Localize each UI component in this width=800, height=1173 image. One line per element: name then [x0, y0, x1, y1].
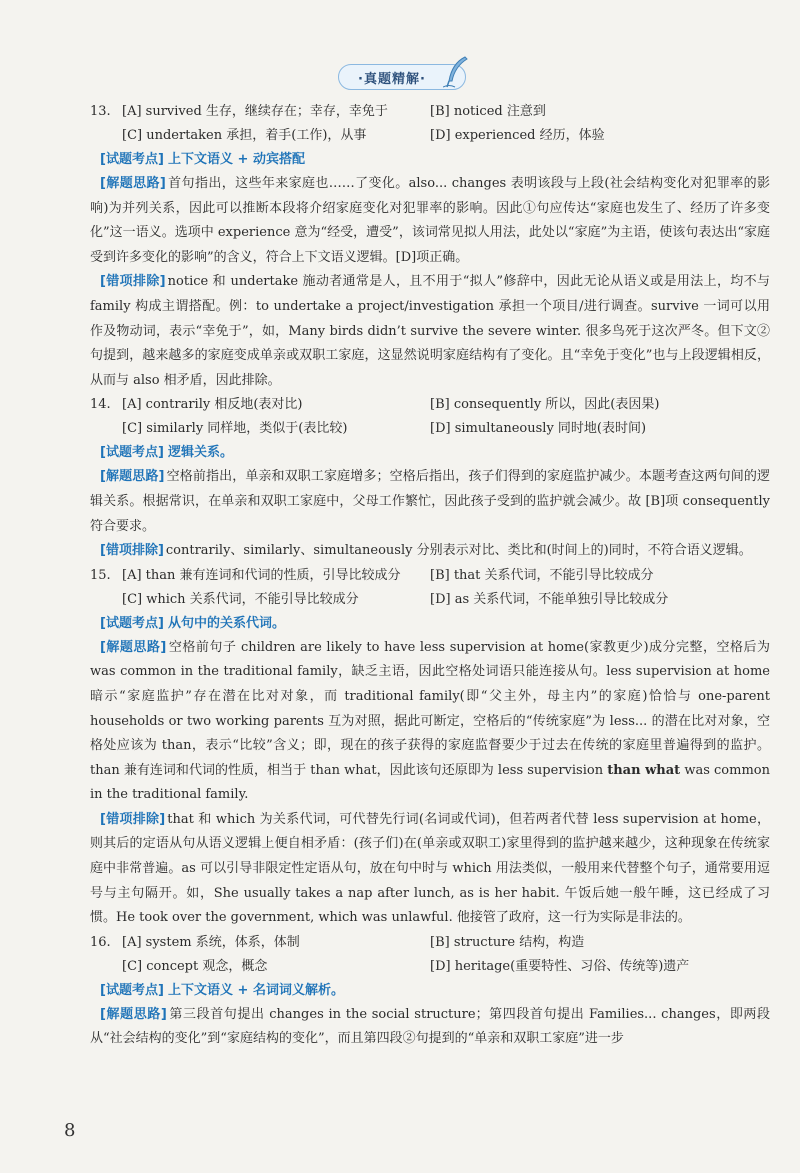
q14-options-row-1 — [90, 393, 770, 417]
q14-option-c: [C] similarly 同样地，类似于(表比较) — [122, 421, 348, 437]
q13-silu — [90, 172, 770, 270]
q15-number: 15. — [90, 567, 111, 583]
q14-silu-text: 空格前指出，单亲和双职工家庭增多；空格后指出，孩子们得到的家庭监护减少。本题考查这两句间的逻辑关系。根据常识，在单亲和双职工家庭中，父母工作繁忙，因此孩子受到的监护就会减少。故 [B]项 consequently 符合要求。 — [90, 469, 770, 534]
q16-number: 16. — [90, 934, 111, 950]
section-banner — [338, 64, 466, 90]
q16-silu-tag: [解题思路] — [100, 1006, 167, 1022]
quill-pen-icon — [443, 55, 469, 89]
q14-option-a: [A] contrarily 相反地(表对比) — [122, 397, 303, 413]
q13-option-c: [C] undertaken 承担，着手(工作)，从事 — [122, 128, 367, 143]
q13-paichu-tag: [错项排除] — [100, 274, 166, 290]
q14-silu — [90, 465, 770, 539]
q16-kaodian-text: 上下文语义 + 名词词义解析。 — [168, 982, 344, 998]
q14-kaodian — [90, 441, 770, 465]
q15-paichu — [90, 808, 770, 931]
q13-options-row-1 — [90, 100, 770, 124]
q16-option-c: [C] concept 观念，概念 — [122, 958, 268, 974]
q15-kaodian — [90, 612, 770, 636]
q15-silu-tag: [解题思路] — [100, 639, 167, 655]
page-number: 8 — [64, 1120, 76, 1141]
q15-option-c: [C] which 关系代词，不能引导比较成分 — [122, 591, 359, 607]
q13-option-b: [B] noticed 注意到 — [430, 104, 546, 119]
q15-options-row-1 — [90, 564, 770, 588]
q14-option-b: [B] consequently 所以，因此(表因果) — [430, 397, 660, 413]
answer-content — [90, 100, 770, 1052]
q14-paichu-text: contrarily、similarly、simultaneously 分别表示对比、类比和(时间上的)同时，不符合语义逻辑。 — [165, 543, 752, 559]
q15-silu-bold: than what — [607, 762, 681, 778]
q15-option-d: [D] as 关系代词，不能单独引导比较成分 — [430, 591, 669, 607]
q15-silu — [90, 636, 770, 808]
q13-silu-tag: [解题思路] — [100, 176, 166, 191]
q16-option-b: [B] structure 结构，构造 — [430, 934, 585, 950]
q15-silu-text-1: 空格前句子 children are likely to have less supervision at home(家教更少)成分完整，空格后为 was common in the traditional family，缺乏主语，因此空格处词语只能连接从句。less supervision at home 暗示“家庭监护”存在潜在比对对象，而 traditional family(即“父主外，母主内”的家庭)恰恰与 one-parent households or two working parents 互为对照，据此可断定，空格后的“传统家庭”为 less... 的潜在比对对象，空格处应该为 than，表示“比较”含义；即，现在的孩子获得的家庭监督要少于过去在传统的家庭里普遍得到的监护。than 兼有连词和代词的性质，相当于 than what，因此该句还原即为 less supervision — [90, 639, 771, 778]
q16-kaodian — [90, 979, 770, 1003]
q14-number: 14. — [90, 397, 111, 413]
q14-kaodian-tag: [试题考点] — [100, 445, 164, 461]
q15-option-a: [A] than 兼有连词和代词的性质，引导比较成分 — [122, 567, 401, 583]
q13-options-row-2 — [90, 124, 770, 148]
q16-silu-text: 第三段首句提出 changes in the social structure；第四段首句提出 Families... changes，即两段从“社会结构的变化”到“家庭结构的变化”，而且第四段②句提到的“单亲和双职工家庭”进一步 — [90, 1006, 770, 1047]
q16-kaodian-tag: [试题考点] — [100, 982, 164, 998]
q13-option-a: [A] survived 生存，继续存在；幸存，幸免于 — [122, 104, 388, 119]
q13-paichu — [90, 270, 770, 393]
q15-options-row-2 — [90, 588, 770, 612]
q13-kaodian-tag: [试题考点] — [100, 152, 164, 167]
q14-paichu-tag: [错项排除] — [100, 543, 164, 559]
q15-option-b: [B] that 关系代词，不能引导比较成分 — [430, 567, 654, 583]
q13-kaodian-text: 上下文语义 + 动宾搭配 — [168, 152, 305, 167]
q15-silu-text-2: was common in the traditional family. — [90, 762, 770, 803]
q16-silu — [90, 1003, 770, 1052]
q15-paichu-tag: [错项排除] — [100, 811, 166, 827]
q14-paichu — [90, 539, 770, 564]
q16-option-d: [D] heritage(重要特性、习俗、传统等)遗产 — [430, 958, 690, 974]
q13-kaodian — [90, 148, 770, 172]
q15-kaodian-tag: [试题考点] — [100, 615, 164, 631]
q16-option-a: [A] system 系统，体系，体制 — [122, 934, 300, 950]
q14-kaodian-text: 逻辑关系。 — [168, 445, 234, 461]
q14-silu-tag: [解题思路] — [100, 469, 165, 485]
q13-silu-text: 首句指出，这些年来家庭也……了变化。also... changes 表明该段与上段(社会结构变化对犯罪率的影响)为并列关系，因此可以推断本段将介绍家庭变化对犯罪率的影响。因此①句应传达“家庭也发生了、经历了许多变化”这一语义。选项中 experience 意为“经受，遭受”，该词常见拟人用法，此处以“家庭”为主语，使该句表达出“家庭受到许多变化的影响”的含义，符合上下文语义逻辑。[D]项正确。 — [90, 176, 771, 265]
q13-option-d: [D] experienced 经历，体验 — [430, 128, 605, 143]
q13-number: 13. — [90, 104, 111, 119]
banner-title: ·真题精解· — [358, 72, 426, 87]
q15-kaodian-text: 从句中的关系代词。 — [168, 615, 286, 631]
q14-options-row-2 — [90, 417, 770, 441]
q16-options-row-1 — [90, 931, 770, 955]
q14-option-d: [D] simultaneously 同时地(表时间) — [430, 421, 647, 437]
q15-paichu-text: that 和 which 为关系代词，可代替先行词(名词或代词)，但若两者代替 less supervision at home，则其后的定语从句从语义逻辑上便自相矛盾：(孩子们)在(单亲或双职工)家里得到的监护越来越少，这种现象在传统家庭中非常普遍。as 可以引导非限定性定语从句，放在句中时与 which 用法类似，一般用来代替整个句子，通常要用逗号与主句隔开。如，She usually takes a nap after lunch, as is her habit. 午饭后她一般午睡，这已经成了习惯。He took over the government, which was unlawful. 他接管了政府，这一行为实际是非法的。 — [90, 811, 770, 926]
q16-options-row-2 — [90, 955, 770, 979]
q13-paichu-text: notice 和 undertake 施动者通常是人，且不用于“拟人”修辞中，因此无论从语义或是用法上，均不与 family 构成主谓搭配。例：to undertake a project/investigation 承担一个项目/进行调查。survive 一词可以用作及物动词，表示“幸免于”，如，Many birds didn’t survive the severe winter. 很多鸟死于这次严冬。但下文②句提到，越来越多的家庭变成单亲或双职工家庭，这显然说明家庭结构有了变化。且“幸免于变化”也与上段逻辑相反，从而与 also 相矛盾，因此排除。 — [90, 274, 771, 388]
